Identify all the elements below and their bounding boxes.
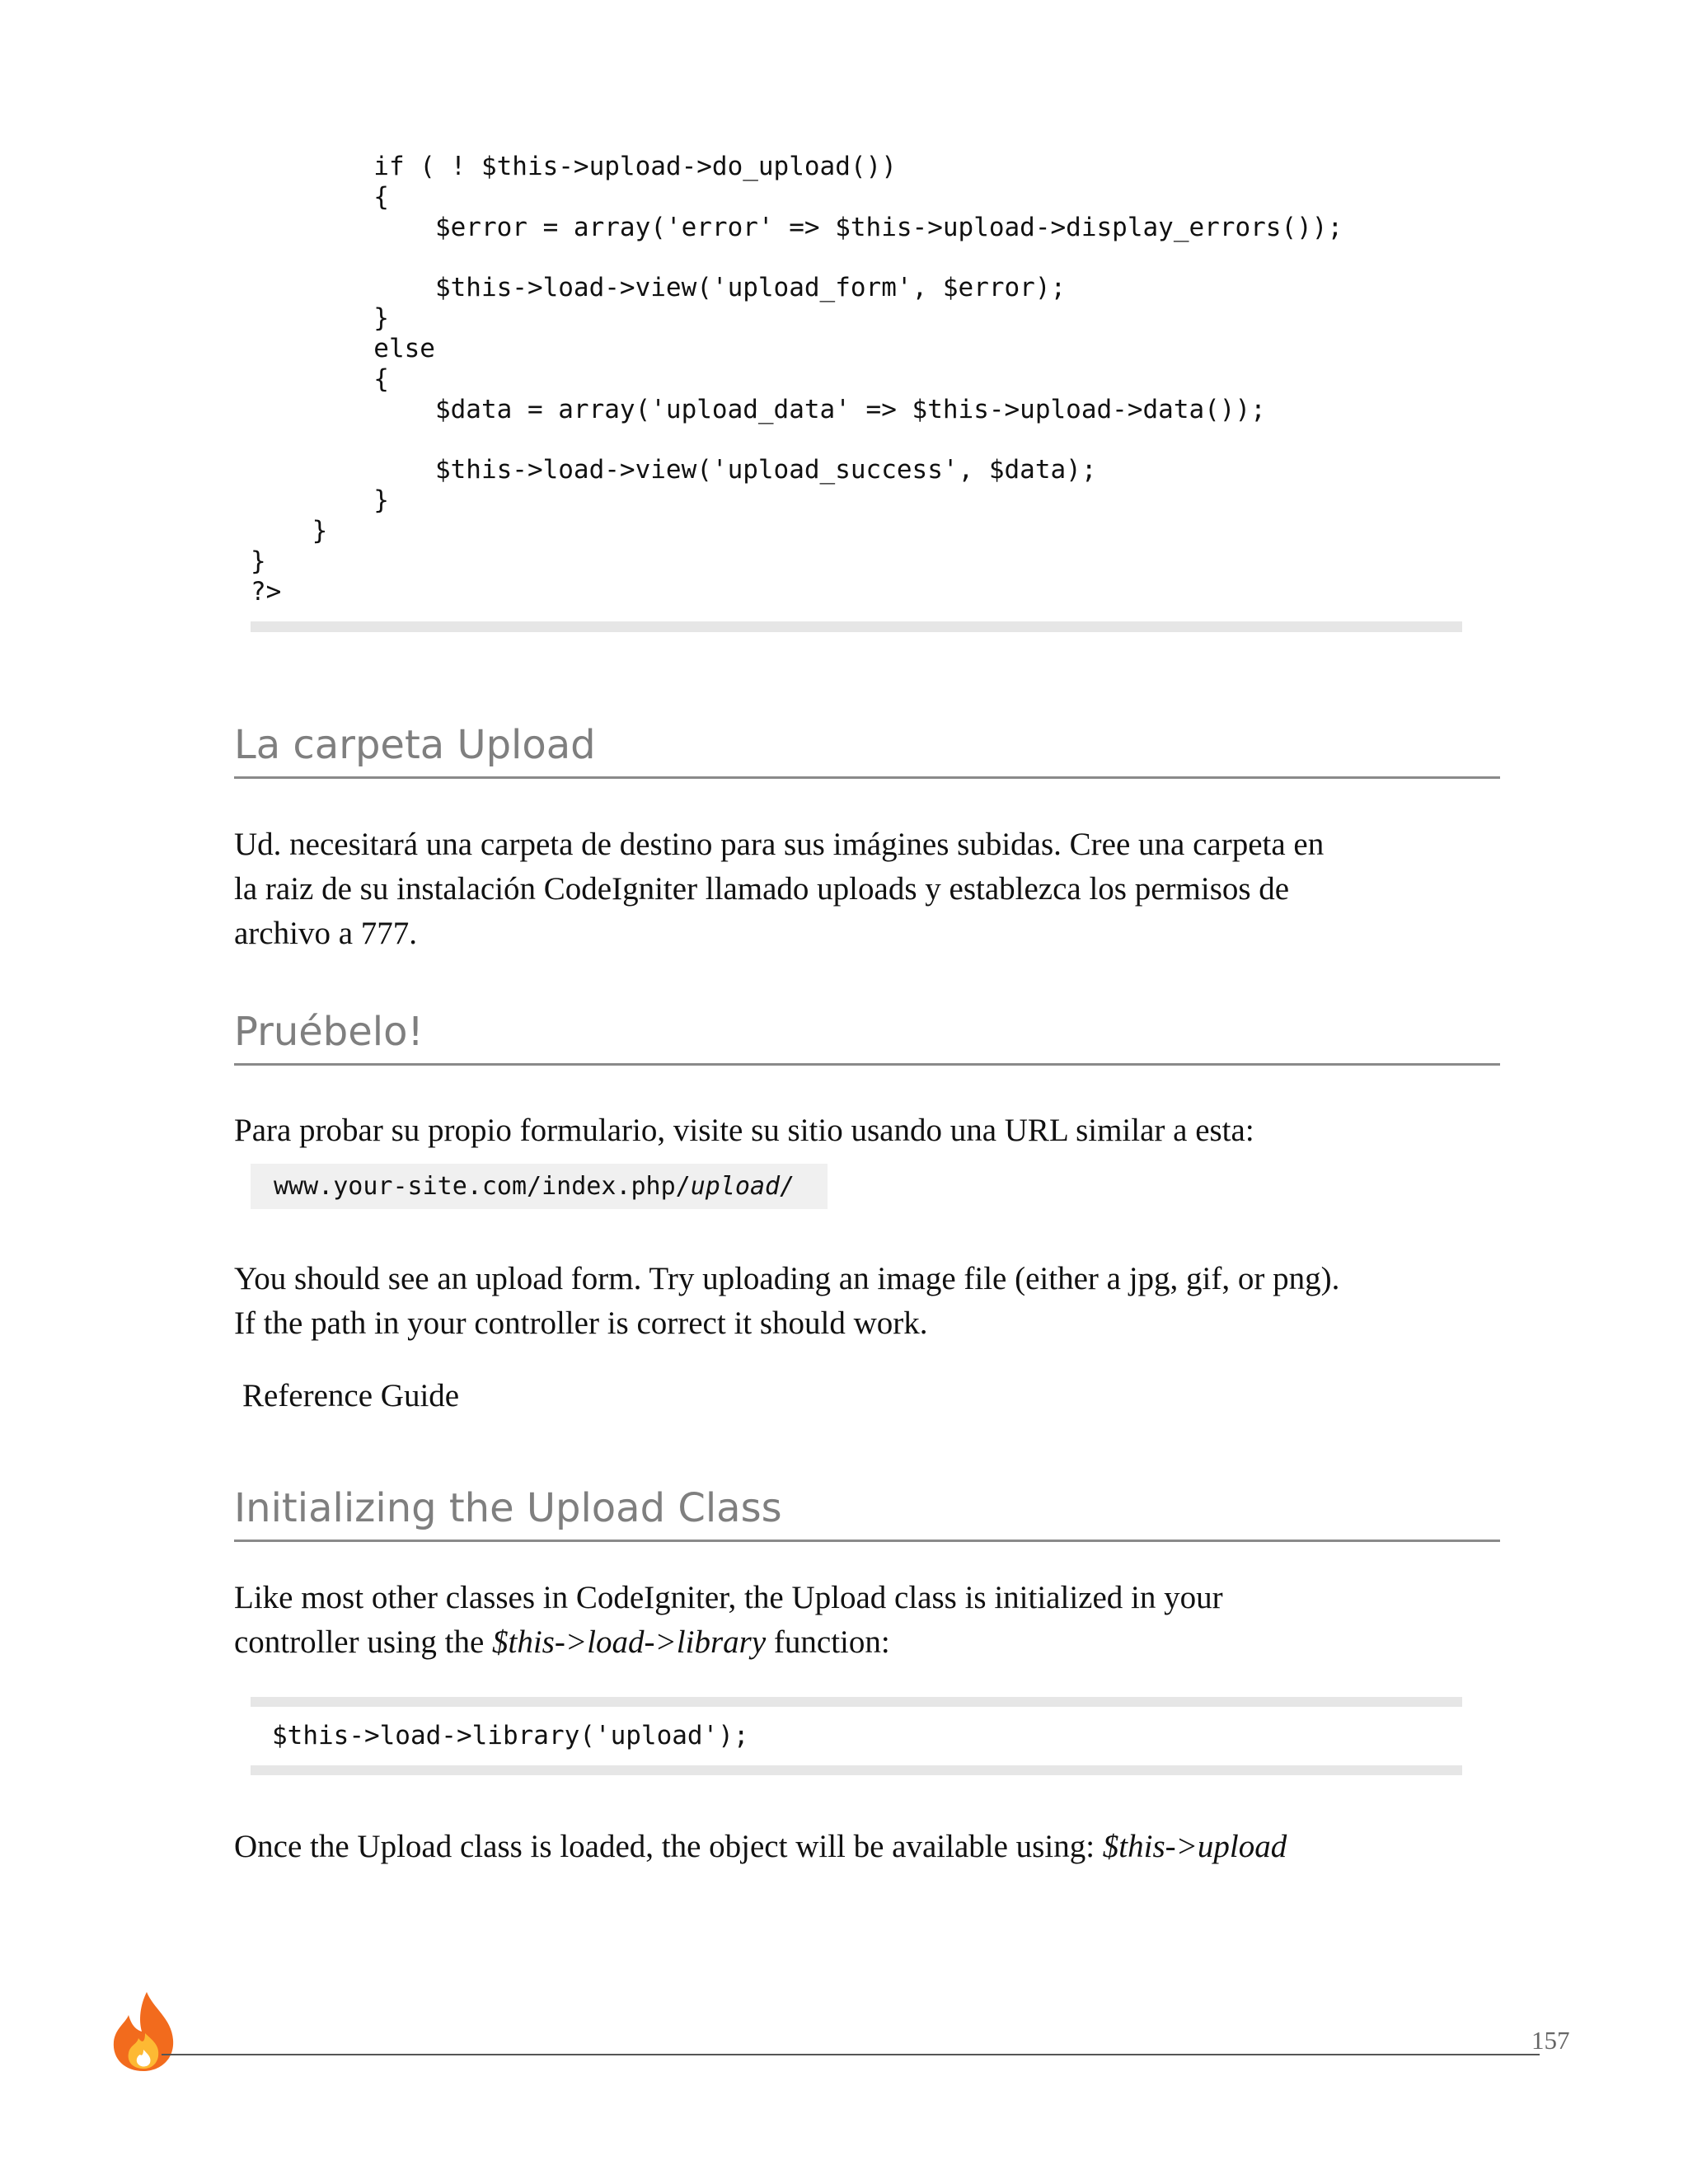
code-line: } [251, 516, 328, 546]
code-block-top-bar [251, 1697, 1462, 1707]
text-run: function: [766, 1624, 890, 1660]
code-block-bottom-bar [251, 621, 1462, 632]
paragraph-line: Like most other classes in CodeIgniter, the Upload class is initialized in your [234, 1580, 1223, 1615]
code-line: if ( ! $this->upload->do_upload()) [251, 152, 897, 181]
paragraph-closing [234, 1825, 1512, 1869]
paragraph-initializing [234, 1576, 1512, 1665]
footer-divider [162, 2054, 1540, 2055]
heading-la-carpeta-upload: La carpeta Upload [234, 722, 596, 768]
paragraph-line: archivo a 777. [234, 916, 418, 951]
code-line: $error = array('error' => $this->upload->display_errors()); [251, 213, 1343, 242]
heading-divider [234, 1063, 1500, 1066]
heading-divider [234, 776, 1500, 779]
page-number: 157 [1531, 2026, 1570, 2055]
code-line: ?> [251, 577, 282, 607]
code-line: { [251, 364, 389, 394]
code-line: $this->load->view('upload_form', $error); [251, 273, 1067, 302]
text-run: controller using the [234, 1624, 493, 1660]
reference-guide-label: Reference Guide [242, 1378, 460, 1413]
code-line: } [251, 303, 389, 333]
code-line: } [251, 485, 389, 515]
url-path: upload/ [690, 1172, 795, 1201]
code-line: } [251, 546, 266, 576]
heading-pruebelo: Pruébelo! [234, 1009, 424, 1055]
text-run: Once the Upload class is loaded, the object will be available using: [234, 1829, 1103, 1864]
inline-code-reference: $this->upload [1102, 1829, 1287, 1864]
flame-icon [106, 1990, 181, 2073]
paragraph-pruebelo-intro: Para probar su propio formulario, visite su sitio usando una URL similar a esta: [234, 1113, 1254, 1148]
heading-initializing-upload-class: Initializing the Upload Class [234, 1485, 782, 1531]
paragraph-line: la raiz de su instalación CodeIgniter llamado uploads y establezca los permisos de [234, 871, 1290, 907]
code-line: $data = array('upload_data' => $this->upload->data()); [251, 395, 1266, 424]
code-block-bottom-bar [251, 1765, 1462, 1775]
heading-divider [234, 1540, 1500, 1542]
paragraph-line: Ud. necesitará una carpeta de destino para sus imágines subidas. Cree una carpeta en [234, 827, 1325, 862]
paragraph-line [234, 1620, 1512, 1665]
paragraph-carpeta [234, 823, 1512, 956]
code-line: $this->load->view('upload_success', $data); [251, 455, 1097, 485]
paragraph-line: You should see an upload form. Try uploading an image file (either a jpg, gif, or png). [234, 1261, 1340, 1296]
url-prefix: www.your-site.com/index.php/ [274, 1172, 691, 1201]
code-line: $this->load->library('upload'); [272, 1721, 749, 1750]
code-line: { [251, 182, 389, 212]
inline-code-reference: $this->load->library [492, 1624, 767, 1660]
paragraph-line: If the path in your controller is correct it should work. [234, 1305, 928, 1341]
paragraph-pruebelo-result [234, 1257, 1512, 1346]
url-example [251, 1164, 828, 1209]
code-line: else [251, 334, 435, 363]
